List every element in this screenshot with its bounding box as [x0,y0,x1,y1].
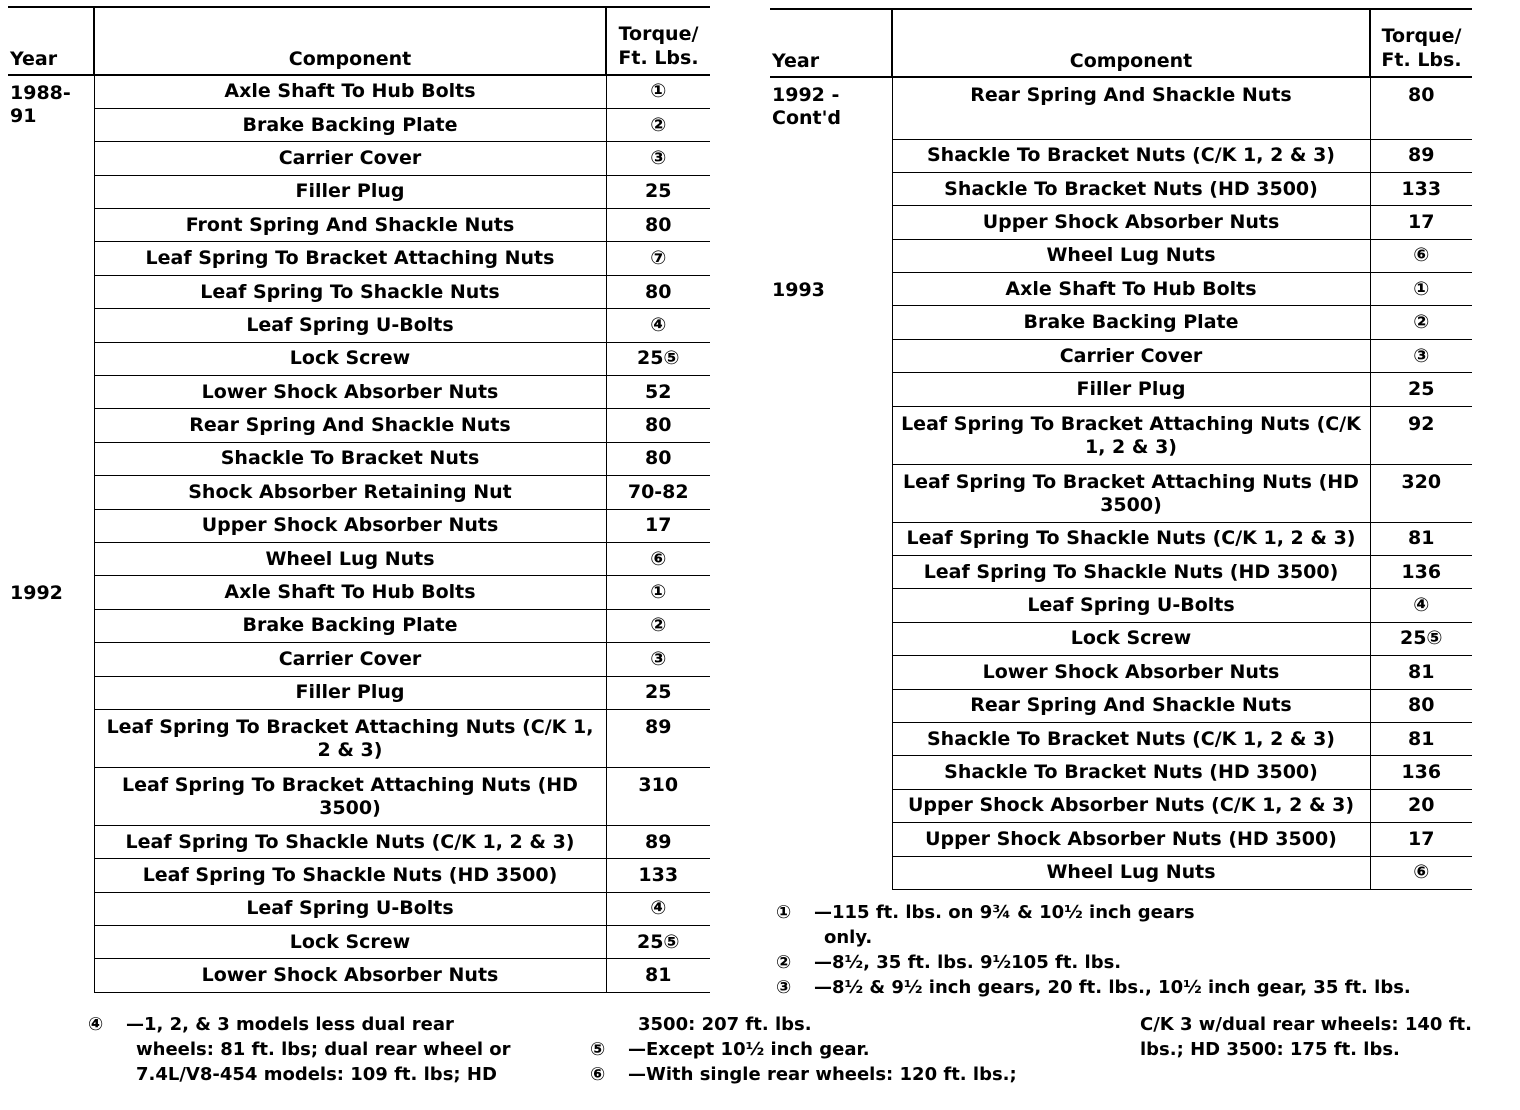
footnote-1-text-cont: only. [824,927,873,948]
footnote-3 [776,975,1411,1000]
table-row [8,509,710,542]
footnote-5-mark: ⑤ [590,1039,606,1060]
torque-cell: ① [606,576,710,609]
component-cell: Leaf Spring To Bracket Attaching Nuts (C/K 1, 2 & 3) [94,709,606,767]
torque-cell: ④ [606,892,710,925]
footnote-1 [776,900,1195,950]
component-cell: Upper Shock Absorber Nuts [94,509,606,542]
year-cell: 1988-91 [10,82,71,127]
torque-cell: 89 [606,825,710,858]
component-cell: Axle Shaft To Hub Bolts [892,273,1370,306]
footnote-2-text: —8½, 35 ft. lbs. 9½105 ft. lbs. [814,952,1122,973]
torque-cell: 80 [606,209,710,242]
footnote-4-text-line2: wheels: 81 ft. lbs; dual rear wheel or [136,1039,511,1060]
footnote-3-text: —8½ & 9½ inch gears, 20 ft. lbs., 10½ inch gear, 35 ft. lbs. [814,977,1411,998]
torque-cell: 81 [1370,656,1472,689]
footnote-2-mark: ② [776,952,792,973]
component-cell: Filler Plug [94,676,606,709]
footnote-4 [88,1012,511,1087]
footnote-6-text: —With single rear wheels: 120 ft. lbs.; [628,1064,1017,1085]
year-cell: 1993 [772,278,825,301]
component-cell: Leaf Spring To Bracket Attaching Nuts (HD 3500) [892,464,1370,522]
component-cell: Leaf Spring To Shackle Nuts [94,275,606,308]
component-cell: Leaf Spring U-Bolts [94,309,606,342]
footnote-6-continued [1140,1012,1472,1062]
component-cell: Wheel Lug Nuts [892,856,1370,889]
component-cell: Brake Backing Plate [892,306,1370,339]
table-row [8,959,710,992]
torque-cell: ③ [606,142,710,175]
torque-cell: 80 [606,275,710,308]
component-cell: Leaf Spring To Shackle Nuts (C/K 1, 2 & 3) [94,825,606,858]
footnote-5-text: —Except 10½ inch gear. [628,1039,870,1060]
table-row [8,409,710,442]
year-header: Year [8,7,94,75]
component-cell: Axle Shaft To Hub Bolts [94,75,606,108]
table-row [8,209,710,242]
year-cell: 1992 -Cont'd [772,84,842,129]
table-row [8,442,710,475]
table-row [8,75,710,108]
table-row [8,609,710,642]
table-row [8,709,710,767]
torque-cell: 81 [606,959,710,992]
component-cell: Leaf Spring To Bracket Attaching Nuts (C/K 1, 2 & 3) [892,406,1370,464]
component-cell: Lower Shock Absorber Nuts [892,656,1370,689]
component-cell: Leaf Spring U-Bolts [892,589,1370,622]
component-cell: Filler Plug [892,373,1370,406]
year-header: Year [770,9,892,77]
footnote-4-mark: ④ [88,1014,104,1035]
table-row [8,676,710,709]
table-row [8,542,710,575]
torque-cell: ② [606,609,710,642]
footnote-1-text: —115 ft. lbs. on 9¾ & 10½ inch gears [814,902,1195,923]
component-cell: Shackle To Bracket Nuts (HD 3500) [892,756,1370,789]
torque-cell: 133 [606,859,710,892]
footnote-6-text-line2: C/K 3 w/dual rear wheels: 140 ft. [1140,1014,1472,1035]
torque-cell: 25 [606,175,710,208]
table-row [8,926,710,959]
component-cell: Carrier Cover [892,339,1370,372]
torque-cell: 25⑤ [1370,622,1472,655]
torque-cell: 80 [606,409,710,442]
component-cell: Lock Screw [892,622,1370,655]
component-cell: Leaf Spring To Shackle Nuts (HD 3500) [892,556,1370,589]
torque-cell: 25 [1370,373,1472,406]
table-row [8,767,710,825]
torque-cell: 80 [606,442,710,475]
component-cell: Leaf Spring To Bracket Attaching Nuts [94,242,606,275]
torque-cell: 17 [606,509,710,542]
torque-cell: ⑥ [1370,856,1472,889]
table-row [8,142,710,175]
table-row [8,175,710,208]
torque-cell: 80 [1370,689,1472,722]
torque-cell: 92 [1370,406,1472,464]
torque-cell: ① [606,75,710,108]
torque-cell: 310 [606,767,710,825]
component-cell: Rear Spring And Shackle Nuts [892,689,1370,722]
component-cell: Shackle To Bracket Nuts (C/K 1, 2 & 3) [892,722,1370,755]
footnote-5 [590,1037,870,1062]
component-cell: Upper Shock Absorber Nuts (C/K 1, 2 & 3) [892,789,1370,822]
table-row [8,576,710,609]
component-cell: Lock Screw [94,926,606,959]
component-cell: Lock Screw [94,342,606,375]
torque-cell: 25⑤ [606,926,710,959]
table-row [8,859,710,892]
component-cell: Carrier Cover [94,142,606,175]
torque-cell: 89 [1370,139,1472,172]
torque-header: Torque/ Ft. Lbs. [1370,9,1472,77]
component-cell: Leaf Spring To Shackle Nuts (HD 3500) [94,859,606,892]
component-cell: Leaf Spring To Bracket Attaching Nuts (HD 3500) [94,767,606,825]
component-cell: Brake Backing Plate [94,108,606,141]
footnote-3-mark: ③ [776,977,792,998]
torque-table-left [8,6,710,993]
torque-cell: ⑥ [606,542,710,575]
component-cell: Shackle To Bracket Nuts (HD 3500) [892,172,1370,205]
torque-cell: 136 [1370,756,1472,789]
torque-cell: ③ [1370,339,1472,372]
torque-cell: 17 [1370,206,1472,239]
torque-cell: ⑥ [1370,239,1472,272]
torque-cell: 81 [1370,722,1472,755]
torque-cell: ② [606,108,710,141]
footnote-4-continued [590,1012,812,1037]
component-cell: Shock Absorber Retaining Nut [94,476,606,509]
component-cell: Lower Shock Absorber Nuts [94,376,606,409]
torque-cell: 25⑤ [606,342,710,375]
component-cell: Shackle To Bracket Nuts (C/K 1, 2 & 3) [892,139,1370,172]
footnote-6 [590,1062,1017,1087]
torque-cell: 80 [1370,77,1472,139]
table-row [770,77,1472,139]
torque-cell: ④ [1370,589,1472,622]
torque-cell: ⑦ [606,242,710,275]
table-row [8,275,710,308]
footnote-6-mark: ⑥ [590,1064,606,1085]
footnote-2 [776,950,1121,975]
component-cell: Upper Shock Absorber Nuts (HD 3500) [892,823,1370,856]
footnote-1-mark: ① [776,902,792,923]
table-row [8,242,710,275]
component-cell: Rear Spring And Shackle Nuts [94,409,606,442]
table-row [8,825,710,858]
torque-cell: 320 [1370,464,1472,522]
component-cell: Leaf Spring To Shackle Nuts (C/K 1, 2 & 3) [892,522,1370,555]
component-cell: Front Spring And Shackle Nuts [94,209,606,242]
torque-cell: 89 [606,709,710,767]
component-header: Component [94,7,606,75]
table-row [8,108,710,141]
component-cell: Lower Shock Absorber Nuts [94,959,606,992]
footnote-6-text-line3: lbs.; HD 3500: 175 ft. lbs. [1140,1039,1400,1060]
component-cell: Upper Shock Absorber Nuts [892,206,1370,239]
component-header: Component [892,9,1370,77]
table-row [770,273,1472,306]
torque-cell: 52 [606,376,710,409]
torque-cell: 20 [1370,789,1472,822]
table-row [8,892,710,925]
footnote-4-text: —1, 2, & 3 models less dual rear [126,1014,454,1035]
torque-cell: 25 [606,676,710,709]
table-row [8,643,710,676]
torque-cell: ② [1370,306,1472,339]
component-cell: Rear Spring And Shackle Nuts [892,77,1370,139]
component-cell: Filler Plug [94,175,606,208]
torque-cell: ④ [606,309,710,342]
footnote-4-text-line3: 7.4L/V8-454 models: 109 ft. lbs; HD [136,1064,497,1085]
torque-table-right [770,8,1472,890]
component-cell: Leaf Spring U-Bolts [94,892,606,925]
torque-cell: 136 [1370,556,1472,589]
torque-cell: 81 [1370,522,1472,555]
component-cell: Brake Backing Plate [94,609,606,642]
component-cell: Carrier Cover [94,643,606,676]
component-cell: Shackle To Bracket Nuts [94,442,606,475]
component-cell: Axle Shaft To Hub Bolts [94,576,606,609]
table-row [8,376,710,409]
torque-cell: 17 [1370,823,1472,856]
component-cell: Wheel Lug Nuts [892,239,1370,272]
torque-cell: 133 [1370,172,1472,205]
torque-cell: ① [1370,273,1472,306]
year-cell: 1992 [10,581,63,604]
table-row [8,476,710,509]
footnote-4-text-line4: 3500: 207 ft. lbs. [638,1014,812,1035]
torque-header: Torque/ Ft. Lbs. [606,7,710,75]
torque-cell: ③ [606,643,710,676]
torque-cell: 70-82 [606,476,710,509]
component-cell: Wheel Lug Nuts [94,542,606,575]
table-row [8,342,710,375]
table-row [8,309,710,342]
